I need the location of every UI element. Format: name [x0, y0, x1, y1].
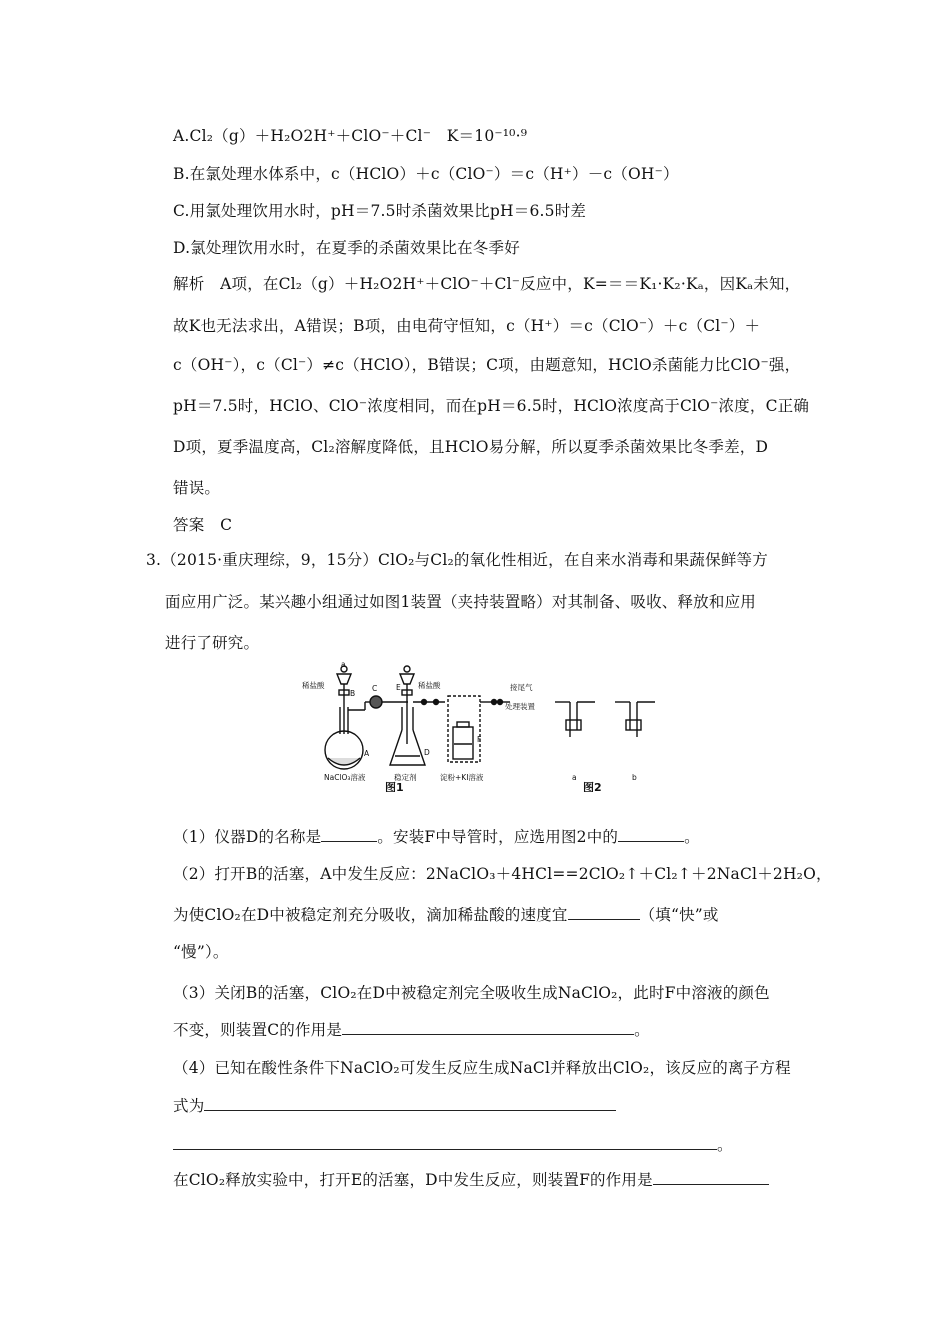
part-1-text-c: 。	[684, 828, 700, 846]
part-2-text-c: （填“快”或	[639, 906, 719, 924]
part-4-line-2	[173, 1096, 616, 1116]
label-tube-a: a	[572, 773, 577, 782]
blank-4-2[interactable]	[173, 1135, 717, 1150]
blank-4-1[interactable]	[204, 1096, 616, 1111]
label-A: A	[364, 749, 370, 758]
label-tail-gas-1: 接尾气	[510, 683, 533, 692]
part-1	[173, 827, 700, 847]
option-a: A.Cl₂（g）＋H₂O2H⁺＋ClO⁻＋Cl⁻ K＝10⁻¹⁰·⁹	[173, 127, 528, 145]
option-d: D.氯处理饮用水时，在夏季的杀菌效果比在冬季好	[173, 239, 520, 257]
part-2-text-b: 为使ClO₂在D中被稳定剂充分吸收，滴加稀盐酸的速度宜	[173, 906, 568, 924]
option-c: C.用氯处理饮用水时，pH＝7.5时杀菌效果比pH＝6.5时差	[173, 202, 587, 220]
label-starch-ki: 淀粉+KI溶液	[440, 773, 484, 782]
label-F: F	[477, 735, 482, 744]
part-2-line-2	[173, 905, 719, 925]
part-5-text-a: 在ClO₂释放实验中，打开E的活塞，D中发生反应，则装置F的作用是	[173, 1171, 653, 1189]
blank-3[interactable]	[342, 1020, 634, 1035]
caption-figure-2: 图2	[583, 781, 602, 792]
label-C: C	[372, 684, 378, 693]
blank-5[interactable]	[653, 1170, 769, 1185]
label-dilute-hcl-right: 稀盐酸	[418, 681, 441, 690]
part-1-text-b: 。安装F中导管时，应选用图2中的	[377, 828, 619, 846]
label-naclo3: NaClO₃溶液	[324, 773, 366, 782]
part-4-line-3	[173, 1135, 733, 1155]
blank-1-1[interactable]	[321, 827, 377, 842]
blank-1-2[interactable]	[618, 827, 684, 842]
part-5-line-1	[173, 1170, 769, 1190]
answer: 答案 C	[173, 516, 233, 534]
caption-figure-1: 图1	[385, 781, 404, 792]
question3-line-2: 面应用广泛。某兴趣小组通过如图1装置（夹持装置略）对其制备、吸收、释放和应用	[165, 593, 756, 611]
part-2-line-1: （2）打开B的活塞，A中发生反应：2NaClO₃＋4HCl==2ClO₂↑＋Cl₂↑＋2NaCl＋2H₂O，	[173, 865, 832, 883]
part-2-line-3: “慢”）。	[173, 943, 229, 961]
question3-line-1: 3.（2015·重庆理综，9，15分）ClO₂与Cl₂的氧化性相近，在自来水消毒和果蔬保鲜等方	[146, 551, 768, 569]
analysis-line-4: pH＝7.5时，HClO、ClO⁻浓度相同，而在pH＝6.5时，HClO浓度高于ClO⁻浓度，C正确	[173, 397, 810, 415]
part-1-text-a: （1）仪器D的名称是	[173, 828, 322, 846]
analysis-line-1: 解析 A项，在Cl₂（g）＋H₂O2H⁺＋ClO⁻＋Cl⁻反应中，K=＝＝K₁·K₂·Kₐ，因Kₐ未知，	[173, 275, 801, 293]
part-3-text-c: 。	[634, 1021, 650, 1039]
analysis-line-6: 错误。	[173, 479, 221, 497]
analysis-line-2: 故K也无法求出，A错误；B项，由电荷守恒知，c（H⁺）＝c（ClO⁻）＋c（Cl⁻）＋	[173, 317, 761, 335]
blank-2[interactable]	[568, 905, 640, 920]
part-3-line-2	[173, 1020, 650, 1040]
part-3-line-1: （3）关闭B的活塞，ClO₂在D中被稳定剂完全吸收生成NaClO₂，此时F中溶液的颜色	[173, 984, 770, 1002]
part-3-text-b: 不变，则装置C的作用是	[173, 1021, 343, 1039]
analysis-line-5: D项，夏季温度高，Cl₂溶解度降低，且HClO易分解，所以夏季杀菌效果比冬季差，D	[173, 438, 769, 456]
label-E: E	[396, 683, 401, 692]
apparatus-figure	[300, 662, 660, 792]
part-4-text-c: 。	[717, 1136, 733, 1154]
question3-line-3: 进行了研究。	[165, 634, 260, 652]
label-B: B	[350, 689, 356, 698]
label-tube-b: b	[632, 773, 637, 782]
label-dilute-hcl-left: 稀盐酸	[302, 681, 325, 690]
part-4-line-1: （4）已知在酸性条件下NaClO₂可发生反应生成NaCl并释放出ClO₂，该反应的离子方程	[173, 1059, 791, 1077]
option-b: B.在氯处理水体系中，c（HClO）＋c（ClO⁻）＝c（H⁺）－c（OH⁻）	[173, 165, 679, 183]
part-4-text-b: 式为	[173, 1097, 205, 1115]
analysis-line-3: c（OH⁻），c（Cl⁻）≠c（HClO），B错误；C项，由题意知，HClO杀菌能力比ClO⁻强，	[173, 356, 801, 374]
label-D: D	[424, 748, 430, 757]
label-stabilizer: 稳定剂	[394, 773, 417, 782]
label-a-top: a	[341, 662, 346, 669]
label-tail-gas-2: 处理装置	[505, 702, 535, 711]
